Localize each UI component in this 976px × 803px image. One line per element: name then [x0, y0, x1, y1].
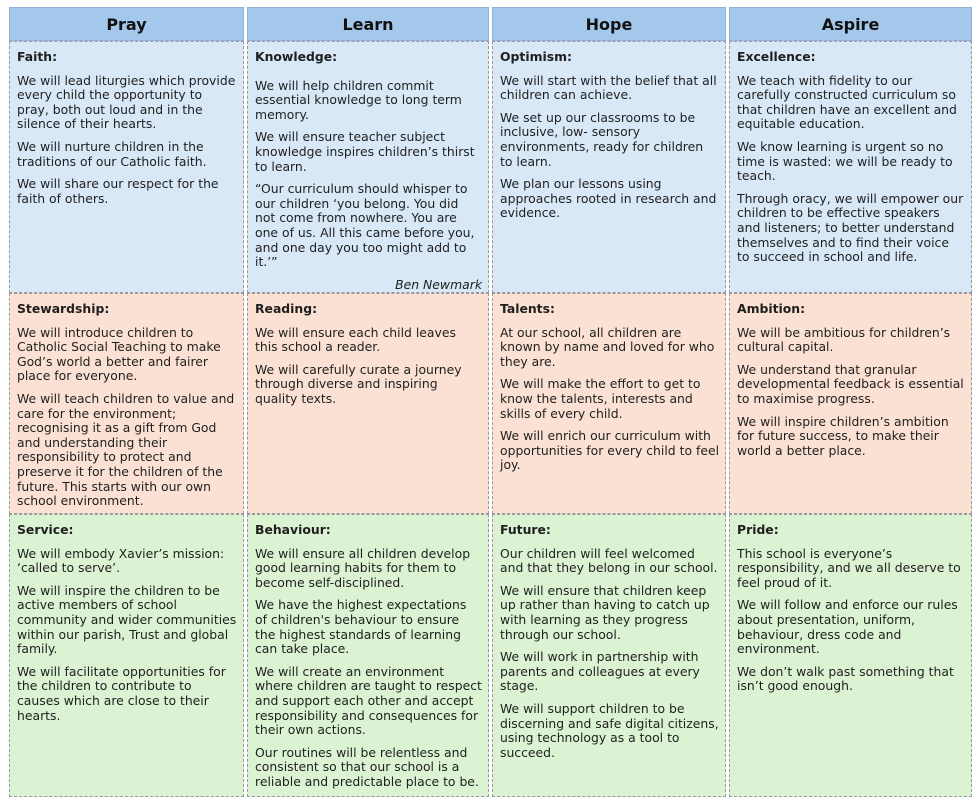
- cell-text: We set up our classrooms to be inclusive, low- sensory environments, ready for children to learn.: [500, 109, 704, 169]
- header-learn: Learn: [247, 7, 489, 41]
- cell-title: Talents:: [500, 301, 555, 316]
- cell-text: We will inspire children’s ambition for future success, to make their world a better place.: [737, 413, 949, 458]
- cell-text: We will enrich our curriculum with opportunities for every child to feel joy.: [500, 428, 720, 473]
- cell-text: We will inspire the children to be active members of school community and wider communities within our parish, Trust and global family.: [17, 582, 237, 657]
- cell-text: We will make the effort to get to know the talents, interests and skills of every child.: [500, 376, 701, 421]
- quote-author: Ben Newmark: [395, 276, 482, 292]
- cell-optimism: [492, 41, 726, 293]
- cell-text: We will introduce children to Catholic Social Teaching to make God’s world a better and fairer place for everyone.: [17, 324, 221, 384]
- cell-text: We will lead liturgies which provide every child the opportunity to pray, both out loud and in the silence of their hearts.: [17, 72, 236, 132]
- cell-title: Service:: [17, 522, 74, 537]
- cell-faith: [9, 41, 244, 293]
- cell-excellence: [729, 41, 972, 293]
- cell-title: Optimism:: [500, 49, 572, 64]
- header-hope: Hope: [492, 7, 726, 41]
- cell-stewardship: [9, 293, 244, 514]
- cell-service: [9, 514, 244, 797]
- cell-text: We will start with the belief that all children can achieve.: [500, 72, 717, 103]
- cell-title: Excellence:: [737, 49, 816, 64]
- cell-title: Reading:: [255, 301, 318, 316]
- cell-knowledge: [247, 41, 489, 293]
- values-table: [9, 7, 971, 797]
- cell-text: We plan our lessons using approaches rooted in research and evidence.: [500, 176, 717, 221]
- cell-text: We will ensure that children keep up rather than having to catch up with learning as they progress through our school.: [500, 582, 710, 642]
- quote-text: “Our curriculum should whisper to our children ‘you belong. You did not come from nowhere. You are one of us. All this came before you, and one day you too might add to it.’”: [255, 181, 475, 270]
- cell-text: We will nurture children in the traditions of our Catholic faith.: [17, 138, 207, 169]
- cell-talents: [492, 293, 726, 514]
- cell-text: We will ensure all children develop good learning habits for them to become self-disciplined.: [255, 545, 471, 590]
- cell-text: We teach with fidelity to our carefully constructed curriculum so that children have an excellent and equitable education.: [737, 72, 957, 132]
- cell-reading: [247, 293, 489, 514]
- cell-text: Through oracy, we will empower our children to be effective speakers and listeners; to better understand themselves and to find their voice to succeed in school and life.: [737, 190, 964, 265]
- cell-text: We will embody Xavier’s mission: ‘called to serve’.: [17, 545, 225, 576]
- cell-title: Faith:: [17, 49, 58, 64]
- cell-text: Our children will feel welcomed and that they belong in our school.: [500, 545, 718, 576]
- cell-title: Behaviour:: [255, 522, 331, 537]
- cell-text: We will ensure each child leaves this school a reader.: [255, 324, 456, 355]
- cell-text: We will ensure teacher subject knowledge inspires children’s thirst to learn.: [255, 129, 475, 174]
- header-aspire: Aspire: [729, 7, 972, 41]
- cell-behaviour: [247, 514, 489, 797]
- cell-text: This school is everyone’s responsibility, and we all deserve to feel proud of it.: [737, 545, 961, 590]
- cell-text: We will create an environment where children are taught to respect and support each other and accept responsibility and consequences for their own actions.: [255, 663, 482, 738]
- cell-title: Future:: [500, 522, 551, 537]
- cell-text: We will share our respect for the faith of others.: [17, 176, 219, 206]
- cell-text: We will facilitate opportunities for the children to contribute to causes which are close to their hearts.: [17, 663, 226, 723]
- cell-title: Ambition:: [737, 301, 806, 316]
- cell-text: We have the highest expectations of children's behaviour to ensure the highest standards of learning can take place.: [255, 597, 467, 657]
- cell-title: Pride:: [737, 522, 779, 537]
- cell-text: We will carefully curate a journey through diverse and inspiring quality texts.: [255, 361, 462, 406]
- cell-title: Knowledge:: [255, 49, 338, 64]
- cell-text: We will work in partnership with parents and colleagues at every stage.: [500, 649, 700, 694]
- cell-text: We will teach children to value and care for the environment; recognising it as a gift from God and understanding their responsibility to protect and preserve it for the children of the future. This starts with our own school environment.: [17, 390, 235, 509]
- cell-text: We will follow and enforce our rules about presentation, uniform, behaviour, dress code and environment.: [737, 597, 958, 657]
- header-pray: Pray: [9, 7, 244, 41]
- cell-future: [492, 514, 726, 797]
- cell-text: We will help children commit essential knowledge to long term memory.: [255, 77, 462, 122]
- cell-text: Our routines will be relentless and consistent so that our school is a reliable and predictable place to be.: [255, 744, 479, 789]
- cell-text: We don’t walk past something that isn’t good enough.: [737, 663, 954, 694]
- cell-text: We will be ambitious for children’s cultural capital.: [737, 324, 951, 355]
- cell-text: We understand that granular developmental feedback is essential to maximise progress.: [737, 361, 964, 406]
- cell-title: Stewardship:: [17, 301, 110, 316]
- cell-text: We know learning is urgent so no time is wasted: we will be ready to teach.: [737, 138, 953, 184]
- cell-ambition: [729, 293, 972, 514]
- cell-text: At our school, all children are known by name and loved for who they are.: [500, 324, 715, 369]
- cell-text: We will support children to be discerning and safe digital citizens, using technology as a tool to succeed.: [500, 700, 719, 760]
- cell-pride: [729, 514, 972, 797]
